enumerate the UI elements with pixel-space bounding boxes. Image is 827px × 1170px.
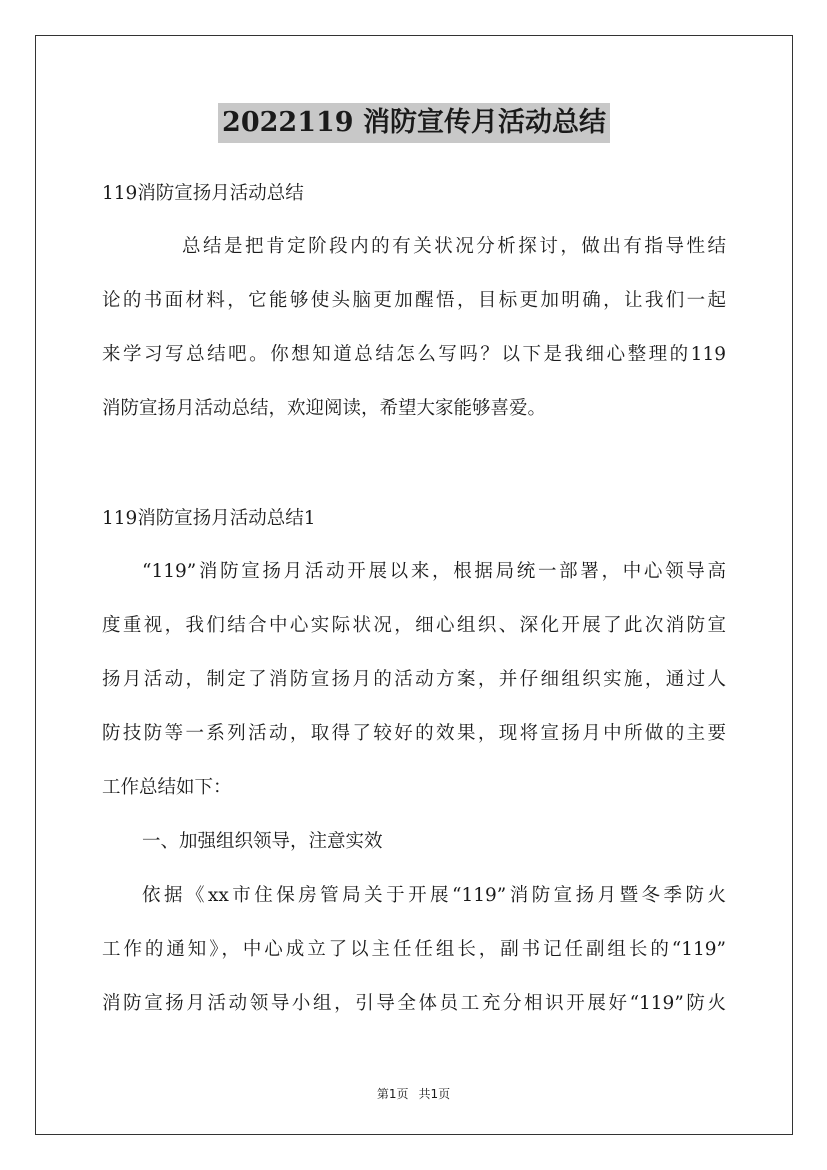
- intro-line: 来学习写总结吧。你想知道总结怎么写吗？以下是我细心整理的119: [102, 344, 726, 365]
- body-subheading: 一、加强组织领导，注意实效: [142, 831, 383, 852]
- body-line: 防技防等一系列活动，取得了较好的效果，现将宣扬月中所做的主要: [102, 723, 726, 744]
- document-title: 2022119 消防宣传月活动总结: [218, 103, 610, 143]
- section-heading: [102, 492, 726, 546]
- body-line: 工作总结如下：: [102, 777, 232, 798]
- body-line: 消防宣扬月活动领导小组，引导全体员工充分相识开展好“119”防火: [102, 993, 726, 1014]
- intro-line: 消防宣扬月活动总结，欢迎阅读，希望大家能够喜爱。: [102, 398, 547, 419]
- page-footer: [0, 1085, 827, 1102]
- intro-line: 论的书面材料，它能够使头脑更加醒悟，目标更加明确，让我们一起: [102, 290, 726, 311]
- body-line: 工作的通知》，中心成立了以主任任组长，副书记任副组长的“119”: [102, 939, 726, 960]
- body-line: 度重视，我们结合中心实际状况，细心组织、深化开展了此次消防宣: [102, 615, 726, 636]
- intro-line: 总结是把肯定阶段内的有关状况分析探讨，做出有指导性结: [182, 236, 726, 257]
- intro-paragraph: [102, 220, 726, 436]
- body-line: 扬月活动，制定了消防宣扬月的活动方案，并仔细组织实施，通过人: [102, 669, 726, 690]
- body-line: “119”消防宣扬月活动开展以来，根据局统一部署，中心领导高: [142, 561, 726, 582]
- subtitle: [102, 167, 726, 221]
- section-body: [102, 545, 726, 1031]
- body-line: 依据《xx市住保房管局关于开展“119”消防宣扬月暨冬季防火: [142, 885, 726, 906]
- page-total: 共1页: [418, 1087, 451, 1101]
- section-heading-text: 119消防宣扬月活动总结1: [102, 508, 316, 529]
- page-number: 第1页: [376, 1087, 409, 1101]
- subtitle-text: 119消防宣扬月活动总结: [102, 183, 304, 204]
